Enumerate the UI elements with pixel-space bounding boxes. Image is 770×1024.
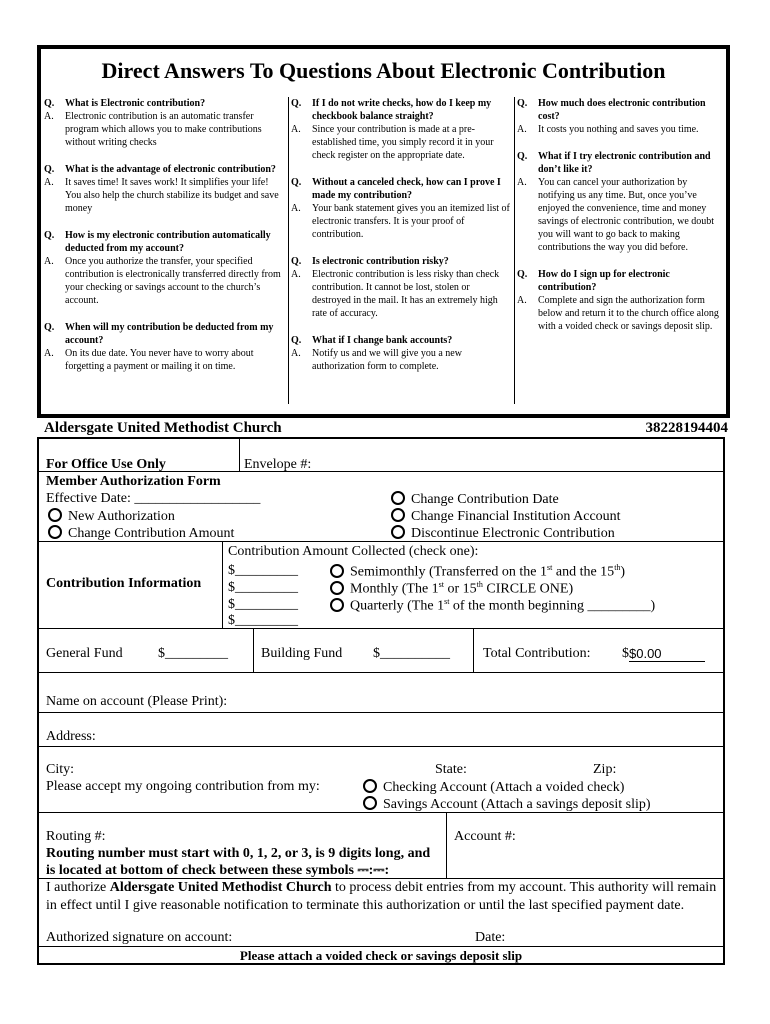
faq-answer — [291, 347, 510, 373]
faq-item — [517, 97, 726, 136]
footer-note: Please attach a voided check or savings deposit slip — [239, 948, 523, 963]
question-label: Q. — [517, 151, 528, 162]
faq-item — [291, 334, 510, 373]
answer-label: A. — [44, 348, 54, 359]
option-change-financial-institution[interactable]: Change Financial Institution Account — [391, 508, 621, 525]
form-title: Member Authorization Form — [46, 474, 221, 489]
authorization-statement-line-2: in effect until I give reasonable notification to terminate this authorization or until the last specified payment date. — [46, 898, 685, 913]
envelope-field[interactable]: Envelope #: — [244, 457, 312, 472]
faq-question — [517, 268, 726, 294]
signature-field[interactable]: Authorized signature on account: — [46, 930, 233, 945]
question-text: How is my electronic contribution automatically deducted from my account? — [65, 230, 271, 254]
answer-label: A. — [291, 348, 301, 359]
faq-answer — [517, 176, 726, 254]
faq-answer — [44, 347, 282, 373]
answer-text: It costs you nothing and saves you time. — [538, 124, 699, 135]
option-semimonthly[interactable]: Semimonthly (Transferred on the 1st and the 15th) — [330, 563, 625, 581]
option-change-date[interactable]: Change Contribution Date — [391, 491, 559, 508]
faq-answer — [291, 123, 510, 162]
faq-item — [291, 97, 510, 162]
answer-text: Since your contribution is made at a pre-established time, you simply record it in your check register on the appropriate date. — [312, 124, 494, 161]
radio-icon — [391, 525, 405, 539]
answer-label: A. — [291, 269, 301, 280]
divider — [39, 628, 723, 629]
answer-text: You can cancel your authorization by notifying us any time. But, once you’ve enjoyed the convenience, time and money savings of electronic contribution, we doubt you will want to go back to making contributions the way you did before. — [538, 177, 715, 253]
question-label: Q. — [44, 230, 55, 241]
faq-item — [44, 229, 282, 307]
routing-note-line-1: Routing number must start with 0, 1, 2, or 3, is 9 digits long, and — [46, 846, 431, 861]
answer-label: A. — [291, 124, 301, 135]
church-number: 38228194404 — [645, 420, 728, 436]
faq-column-2 — [288, 97, 510, 404]
radio-icon — [330, 564, 344, 578]
faq-question — [517, 150, 726, 176]
amount-collected-label: Contribution Amount Collected (check one): — [228, 544, 479, 559]
faq-column-3 — [514, 97, 726, 404]
question-label: Q. — [291, 177, 302, 188]
answer-text: It saves time! It saves work! It simplifies your life! You also help the church stabilize its budget and save money — [65, 177, 279, 214]
question-text: What is Electronic contribution? — [65, 98, 206, 109]
name-on-account-field[interactable]: Name on account (Please Print): — [46, 694, 228, 709]
divider — [39, 541, 723, 542]
faq-answer — [44, 176, 282, 215]
question-label: Q. — [291, 335, 302, 346]
divider — [39, 672, 723, 673]
answer-label: A. — [291, 203, 301, 214]
accept-contribution-label: Please accept my ongoing contribution from my: — [46, 779, 320, 794]
faq-answer — [291, 202, 510, 241]
faq-question — [44, 321, 282, 347]
authorization-statement-line-1: I authorize Aldersgate United Methodist Church to process debit entries from my account. This authority will remain — [46, 880, 717, 895]
option-savings-account[interactable]: Savings Account (Attach a savings deposit slip) — [363, 796, 651, 813]
question-text: What is the advantage of electronic contribution? — [65, 164, 276, 175]
faq-column-1 — [44, 97, 282, 404]
faq-item — [517, 268, 726, 333]
question-text: Without a canceled check, how can I prove I made my contribution? — [312, 177, 501, 201]
question-label: Q. — [44, 98, 55, 109]
faq-question — [291, 176, 510, 202]
faq-answer — [517, 294, 726, 333]
semimonthly-amount[interactable]: $_________ — [228, 563, 298, 578]
divider — [39, 878, 723, 879]
contribution-info-label: Contribution Information — [46, 576, 202, 591]
date-field[interactable]: Date: — [475, 930, 506, 945]
answer-label: A. — [517, 295, 527, 306]
option-checking-account[interactable]: Checking Account (Attach a voided check) — [363, 779, 624, 796]
option-discontinue[interactable]: Discontinue Electronic Contribution — [391, 525, 615, 542]
total-contribution-field[interactable]: $0.00 — [629, 646, 705, 662]
answer-text: Once you authorize the transfer, your specified contribution is electronically transferred directly from your checking or savings account to the church’s account. — [65, 256, 281, 306]
faq-answer — [44, 110, 282, 149]
faq-question — [291, 97, 510, 123]
monthly-amount[interactable]: $_________ — [228, 580, 298, 595]
question-text: What if I try electronic contribution and don’t like it? — [538, 151, 711, 175]
answer-text: Electronic contribution is an automatic transfer program which allows you to make contributions without writing checks — [65, 111, 262, 148]
radio-icon — [48, 508, 62, 522]
answer-label: A. — [44, 177, 54, 188]
question-label: Q. — [517, 269, 528, 280]
address-field[interactable]: Address: — [46, 729, 96, 744]
faq-question — [517, 97, 726, 123]
general-fund-label: General Fund — [46, 646, 123, 661]
faq-box — [37, 45, 730, 418]
effective-date-field[interactable]: Effective Date: __________________ — [46, 491, 261, 506]
question-text: How do I sign up for electronic contribution? — [538, 269, 670, 293]
faq-question — [291, 334, 510, 347]
divider — [39, 746, 723, 747]
answer-text: Electronic contribution is less risky than check contribution. It cannot be lost, stolen or destroyed in the mail. It has an extremely high rate of accuracy. — [312, 269, 500, 319]
faq-answer — [44, 255, 282, 307]
divider — [239, 439, 240, 471]
church-name: Aldersgate United Methodist Church — [44, 420, 282, 436]
question-label: Q. — [517, 98, 528, 109]
divider — [39, 812, 723, 813]
option-monthly[interactable]: Monthly (The 1st or 15th CIRCLE ONE) — [330, 580, 573, 598]
total-contribution-label: Total Contribution: — [483, 646, 591, 661]
divider — [39, 471, 723, 472]
divider — [473, 628, 474, 672]
faq-answer — [517, 123, 726, 136]
question-label: Q. — [291, 256, 302, 267]
general-fund-amount[interactable]: $_________ — [158, 646, 228, 661]
radio-icon — [391, 491, 405, 505]
member-authorization-form — [37, 437, 725, 965]
other-amount[interactable]: $_________ — [228, 613, 298, 628]
zip-field[interactable]: Zip: — [593, 762, 617, 777]
faq-item — [517, 150, 726, 254]
faq-answer — [291, 268, 510, 320]
divider — [39, 712, 723, 713]
radio-icon — [330, 598, 344, 612]
answer-label: A. — [517, 124, 527, 135]
faq-title: Direct Answers To Questions About Electronic Contribution — [101, 58, 666, 83]
answer-label: A. — [44, 256, 54, 267]
question-text: Is electronic contribution risky? — [312, 256, 449, 267]
faq-item — [291, 176, 510, 241]
church-header — [44, 420, 728, 437]
state-field[interactable]: State: — [435, 762, 467, 777]
building-fund-amount[interactable]: $__________ — [373, 646, 450, 661]
faq-item — [291, 255, 510, 320]
faq-item — [44, 163, 282, 215]
answer-text: Complete and sign the authorization form below and return it to the church office along with a voided check or savings deposit slip. — [538, 295, 719, 332]
question-label: Q. — [44, 164, 55, 175]
routing-number-field[interactable]: Routing #: — [46, 829, 106, 844]
faq-question — [44, 97, 282, 110]
question-text: If I do not write checks, how do I keep my checkbook balance straight? — [312, 98, 492, 122]
question-text: How much does electronic contribution cost? — [538, 98, 706, 122]
answer-text: Notify us and we will give you a new authorization form to complete. — [312, 348, 462, 372]
question-label: Q. — [291, 98, 302, 109]
faq-question — [44, 229, 282, 255]
routing-note-line-2: is located at bottom of check between these symbols ⎓:⎓: — [46, 863, 390, 878]
office-use-label: For Office Use Only — [46, 457, 166, 472]
faq-question — [291, 255, 510, 268]
answer-label: A. — [517, 177, 527, 188]
divider — [253, 628, 254, 672]
option-new-authorization[interactable]: New Authorization — [48, 508, 175, 525]
radio-icon — [363, 796, 377, 810]
divider — [446, 812, 447, 878]
question-text: When will my contribution be deducted from my account? — [65, 322, 274, 346]
faq-item — [44, 321, 282, 373]
radio-icon — [363, 779, 377, 793]
faq-item — [44, 97, 282, 149]
building-fund-label: Building Fund — [261, 646, 343, 661]
answer-text: On its due date. You never have to worry about forgetting a payment or mailing it on time. — [65, 348, 254, 372]
option-change-amount[interactable]: Change Contribution Amount — [48, 525, 234, 542]
faq-question — [44, 163, 282, 176]
answer-text: Your bank statement gives you an itemized list of electronic transfers. It is your proof of contribution. — [312, 203, 510, 240]
city-field[interactable]: City: — [46, 762, 75, 777]
radio-icon — [391, 508, 405, 522]
account-number-field[interactable]: Account #: — [454, 829, 516, 844]
question-label: Q. — [44, 322, 55, 333]
radio-icon — [48, 525, 62, 539]
question-text: What if I change bank accounts? — [312, 335, 453, 346]
quarterly-amount[interactable]: $_________ — [228, 597, 298, 612]
divider — [222, 541, 223, 628]
answer-label: A. — [44, 111, 54, 122]
option-quarterly[interactable]: Quarterly (The 1st of the month beginning _________) — [330, 597, 655, 615]
total-dollar-sign: $ — [622, 646, 629, 661]
radio-icon — [330, 581, 344, 595]
divider — [39, 946, 723, 947]
